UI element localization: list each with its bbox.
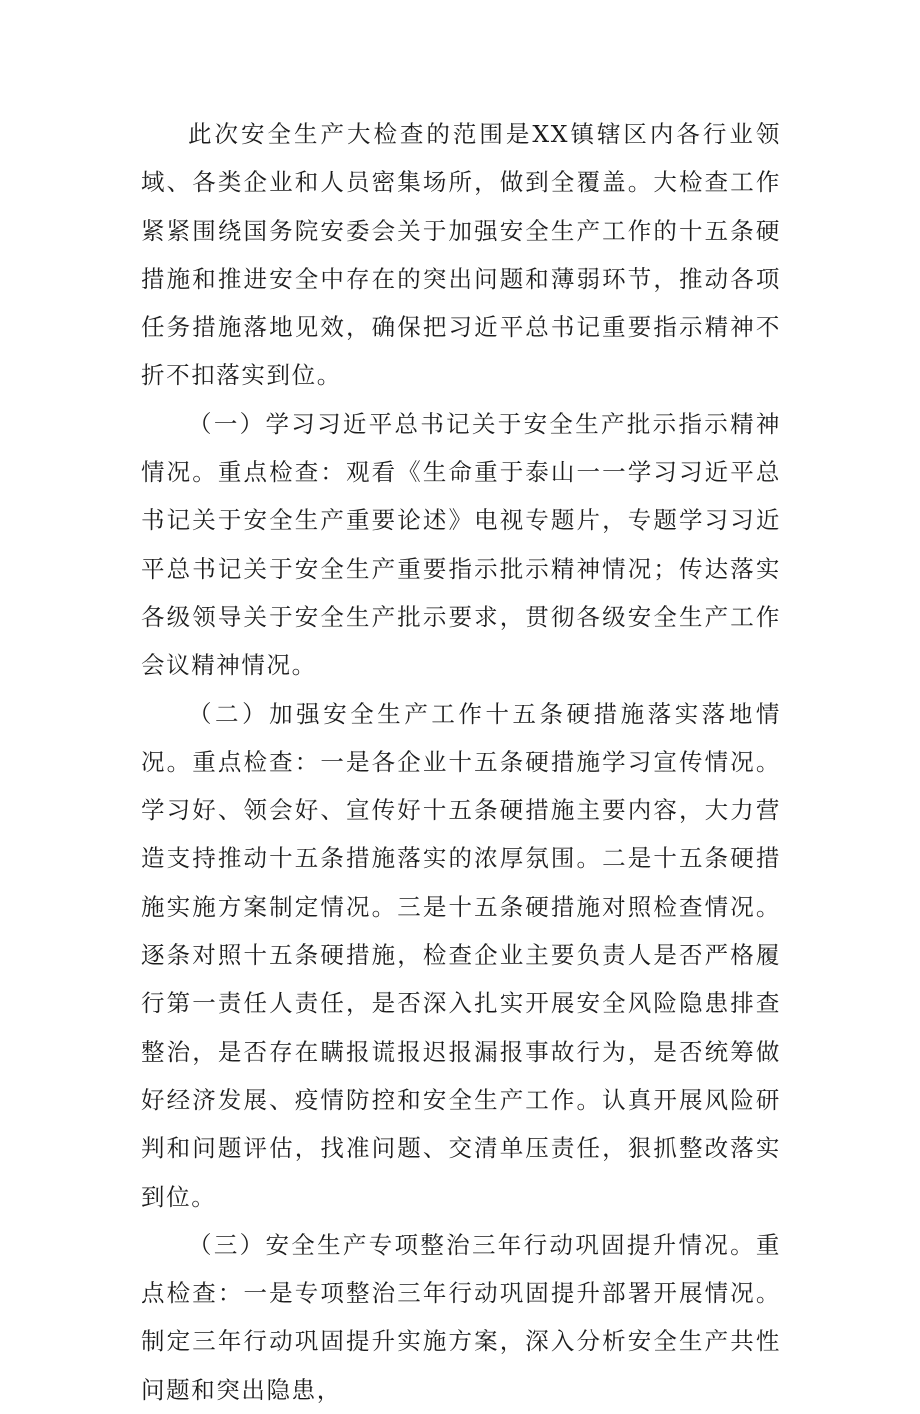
document-body <box>141 110 781 1414</box>
paragraph-section-1: （一）学习习近平总书记关于安全生产批示指示精神情况。重点检查：观看《生命重于泰山一一学习习近平总书记关于安全生产重要论述》电视专题片，专题学习习近平总书记关于安全生产重要指示批示精神情况；传达落实各级领导关于安全生产批示要求，贯彻各级安全生产工作会议精神情况。 <box>141 409 781 680</box>
paragraph-section-3: （三）安全生产专项整治三年行动巩固提升情况。重点检查：一是专项整治三年行动巩固提升部署开展情况。制定三年行动巩固提升实施方案，深入分析安全生产共性问题和突出隐患， <box>141 1230 781 1404</box>
paragraph-scope: 此次安全生产大检查的范围是XX镇辖区内各行业领域、各类企业和人员密集场所，做到全覆盖。大检查工作紧紧围绕国务院安委会关于加强安全生产工作的十五条硬措施和推进安全中存在的突出问题和薄弱环节，推动各项任务措施落地见效，确保把习近平总书记重要指示精神不折不扣落实到位。 <box>141 120 781 390</box>
paragraph-section-2: （二）加强安全生产工作十五条硬措施落实落地情况。重点检查：一是各企业十五条硬措施学习宣传情况。学习好、领会好、宣传好十五条硬措施主要内容，大力营造支持推动十五条措施落实的浓厚氛围。二是十五条硬措施实施方案制定情况。三是十五条硬措施对照检查情况。逐条对照十五条硬措施，检查企业主要负责人是否严格履行第一责任人责任，是否深入扎实开展安全风险隐患排查整治，是否存在瞒报谎报迟报漏报事故行为，是否统筹做好经济发展、疫情防控和安全生产工作。认真开展风险研判和问题评估，找准问题、交清单压责任，狠抓整改落实到位。 <box>141 699 781 1211</box>
